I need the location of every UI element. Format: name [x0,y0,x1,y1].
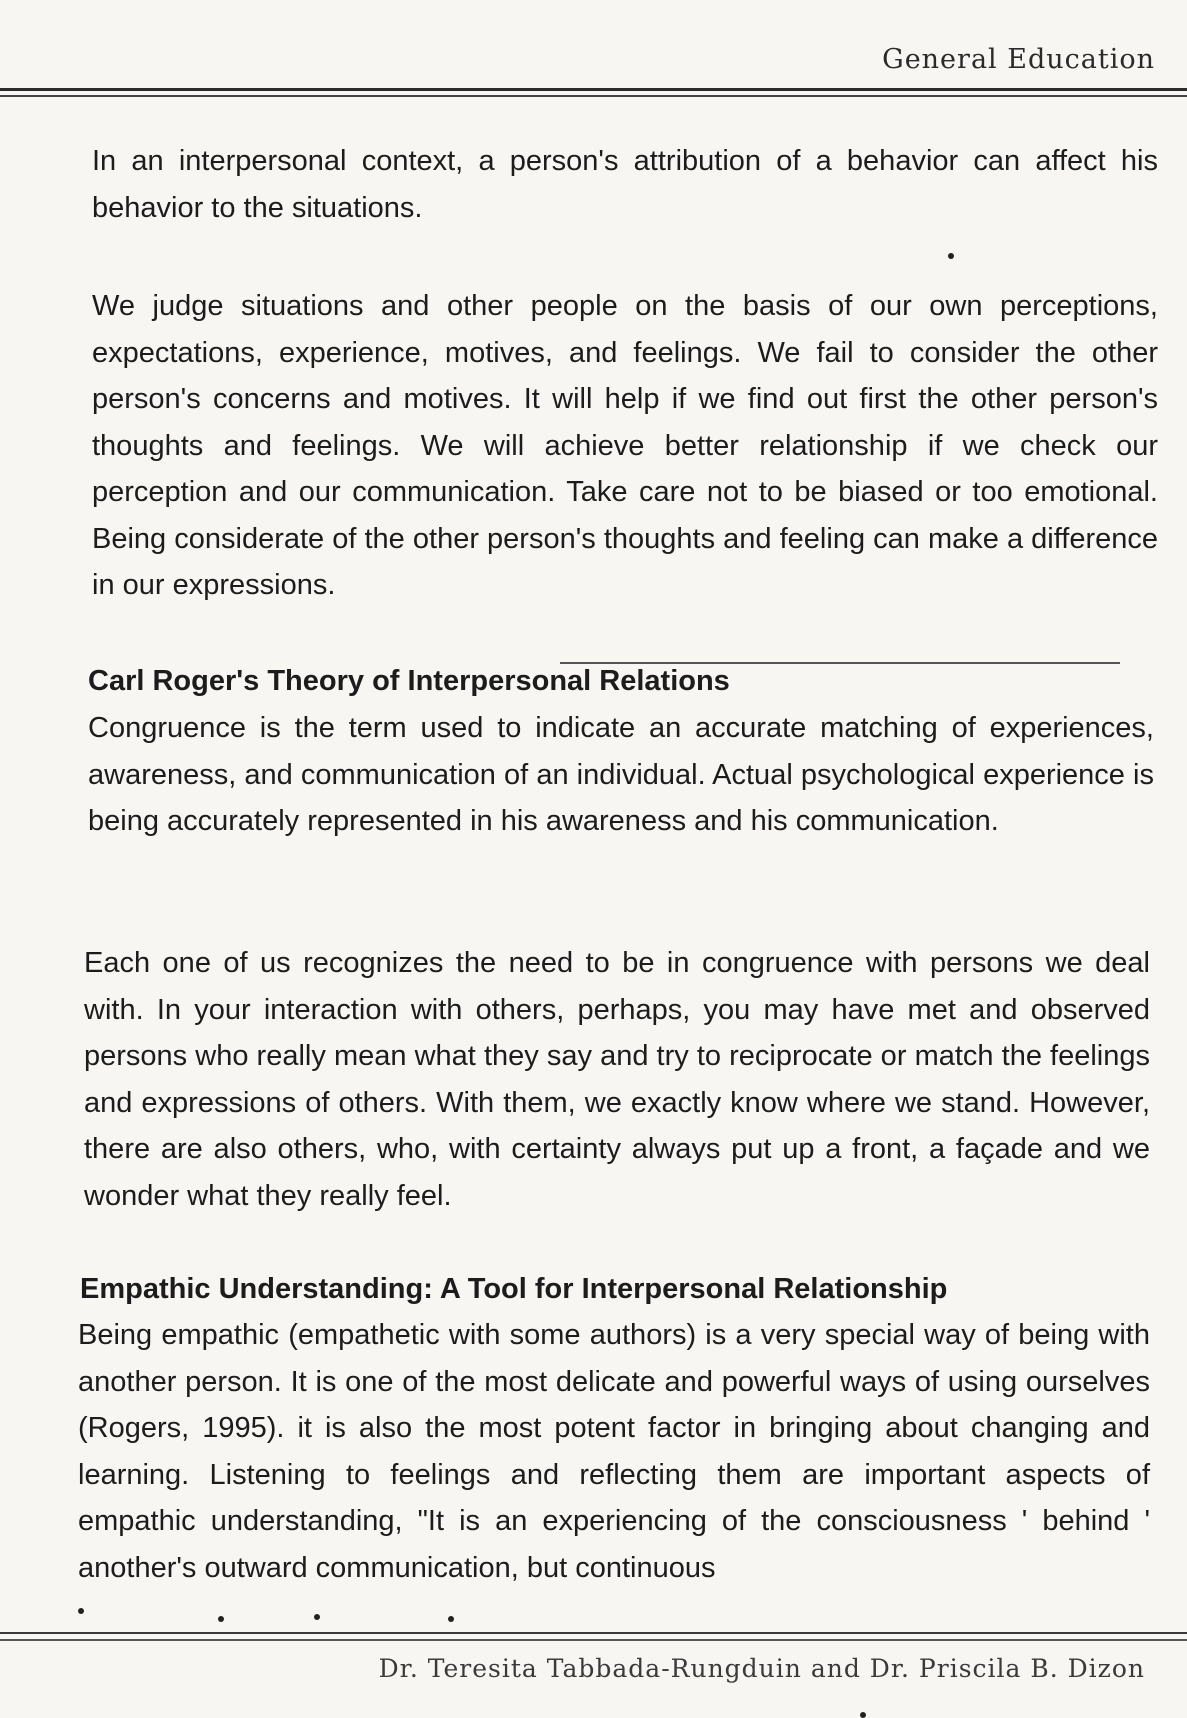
paragraph-empathic: Being empathic (empathetic with some authors) is a very special way of being with another person. It is one of the most delicate and powerful ways of using ourselves (Rogers, 1995). it is also the most potent factor in bringing about changing and learning. Listening to feelings and reflecting them are important aspects of empathic understanding, "It is an experiencing of the consciousness ' behind ' another's outward communication, but continuous [78,1319,1150,1584]
paragraph-congruence: Congruence is the term used to indicate an accurate matching of experiences, awareness, and communication of an individual. Actual psychological experience is being accurately represented in his awareness and his communication. [88,712,1154,837]
heading-carl-rogers-theory: Carl Roger's Theory of Interpersonal Relations [88,665,730,697]
scan-speck [948,253,954,259]
running-header-title: General Education [882,44,1155,75]
footer-rule [0,1632,1187,1634]
heading-empathic-understanding: Empathic Understanding: A Tool for Interpersonal Relationship [80,1273,948,1305]
paragraph-perceptions: We judge situations and other people on the basis of our own perceptions, expectations, experience, motives, and feelings. We fail to consider the other person's concerns and motives. It will help if we find out first the other person's thoughts and feelings. We will achieve better relationship if we check our perception and our communication. Take care not to be biased or too emotional. Being considerate of the other person's thoughts and feeling can make a difference in our expressions. [92,290,1158,601]
header-rule [0,88,1187,91]
footer-authors: Dr. Teresita Tabbada-Rungduin and Dr. Priscila B. Dizon [378,1654,1145,1683]
footer-rule-secondary [0,1639,1187,1641]
scan-speck [448,1616,454,1622]
scan-speck [218,1616,224,1622]
paragraph-congruence-with-others: Each one of us recognizes the need to be in congruence with persons we deal with. In your interaction with others, perhaps, you may have met and observed persons who really mean what they say and try to reciprocate or match the feelings and expressions of others. With them, we exactly know where we stand. However, there are also others, who, with certainty always put up a front, a façade and we wonder what they really feel. [84,947,1150,1212]
scan-speck [314,1614,320,1620]
scan-speck [78,1608,84,1614]
header-rule-secondary [0,95,1187,97]
scan-speck [860,1712,866,1718]
paragraph-attribution: In an interpersonal context, a person's attribution of a behavior can affect his behavior to the situations. [92,145,1158,224]
